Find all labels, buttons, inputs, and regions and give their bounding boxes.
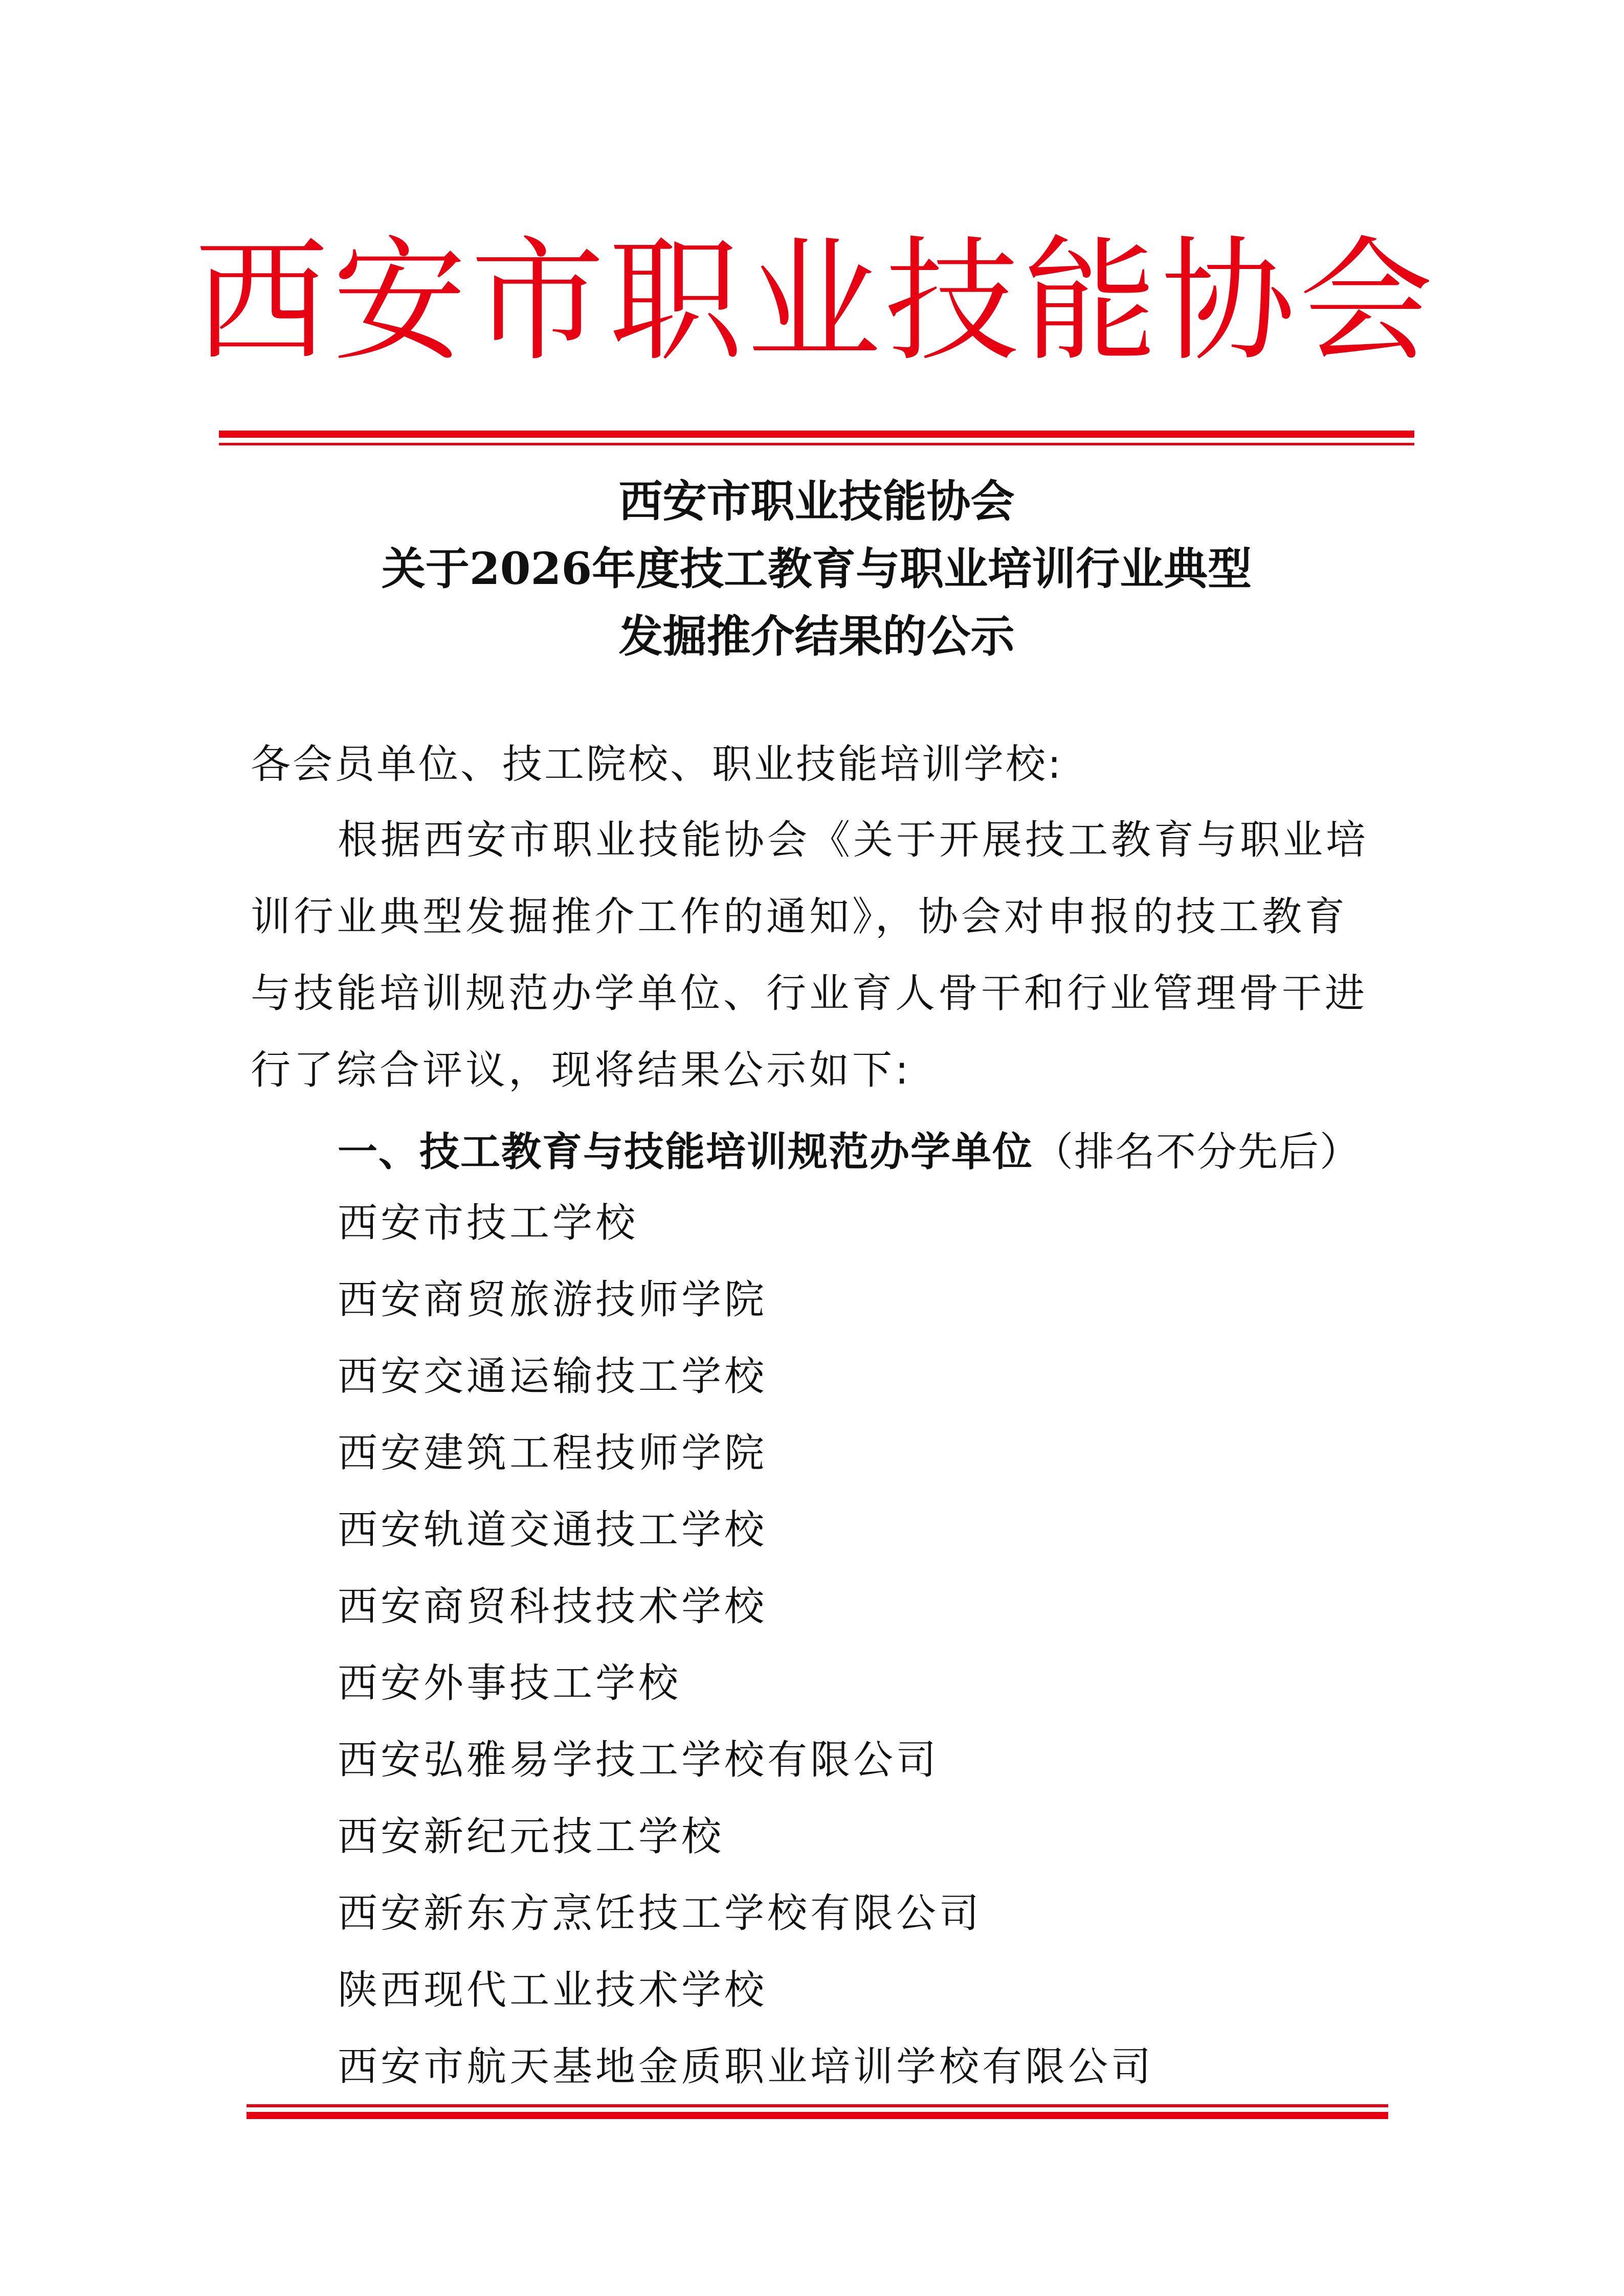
salutation: 各会员单位、技工院校、职业技能培训学校: <box>251 741 1063 787</box>
paragraph-line-4: 行了综合评议，现将结果公示如下: <box>251 1047 912 1093</box>
paragraph-line-1: 根据西安市职业技能协会《关于开展技工教育与职业培 <box>338 817 1369 863</box>
list-item: 西安弘雅易学技工学校有限公司 <box>338 1737 940 1783</box>
list-item: 西安轨道交通技工学校 <box>338 1507 768 1553</box>
title-line-2: 关于2026年度技工教育与职业培训行业典型 <box>381 543 1252 595</box>
footer-rule-thick <box>247 2112 1388 2119</box>
header-rule-thin <box>219 443 1414 445</box>
list-item: 西安商贸科技技术学校 <box>338 1584 768 1630</box>
list-item: 西安新纪元技工学校 <box>338 1814 725 1860</box>
title-line-1: 西安市职业技能协会 <box>618 476 1015 527</box>
paragraph-line-3: 与技能培训规范办学单位、行业育人骨干和行业管理骨干进 <box>251 971 1368 1017</box>
section-heading-note: （排名不分先后） <box>1033 1129 1361 1175</box>
list-item: 西安新东方烹饪技工学校有限公司 <box>338 1890 983 1937</box>
paragraph-line-2: 训行业典型发掘推介工作的通知》，协会对申报的技工教育 <box>251 894 1348 940</box>
school-list <box>338 1198 1154 2118</box>
list-item: 西安市航天基地金质职业培训学校有限公司 <box>338 2044 1154 2090</box>
list-item: 西安外事技工学校 <box>338 1660 682 1706</box>
footer-rule-thin <box>247 2104 1388 2107</box>
title-line-3: 发掘推介结果的公示 <box>618 611 1015 662</box>
document-title <box>219 468 1414 670</box>
list-item: 西安市技工学校 <box>338 1200 639 1246</box>
section-heading-text: 一、技工教育与技能培训规范办学单位 <box>338 1129 1034 1175</box>
org-header-title: 西安市职业技能协会 <box>194 223 1437 379</box>
list-item: 西安建筑工程技师学院 <box>338 1430 768 1476</box>
list-item: 西安商贸旅游技师学院 <box>338 1277 768 1323</box>
list-item: 陕西现代工业技术学校 <box>338 1967 768 2013</box>
section-heading <box>338 1120 1361 1177</box>
header-rule-thick <box>219 431 1414 438</box>
list-item: 西安交通运输技工学校 <box>338 1354 768 1400</box>
